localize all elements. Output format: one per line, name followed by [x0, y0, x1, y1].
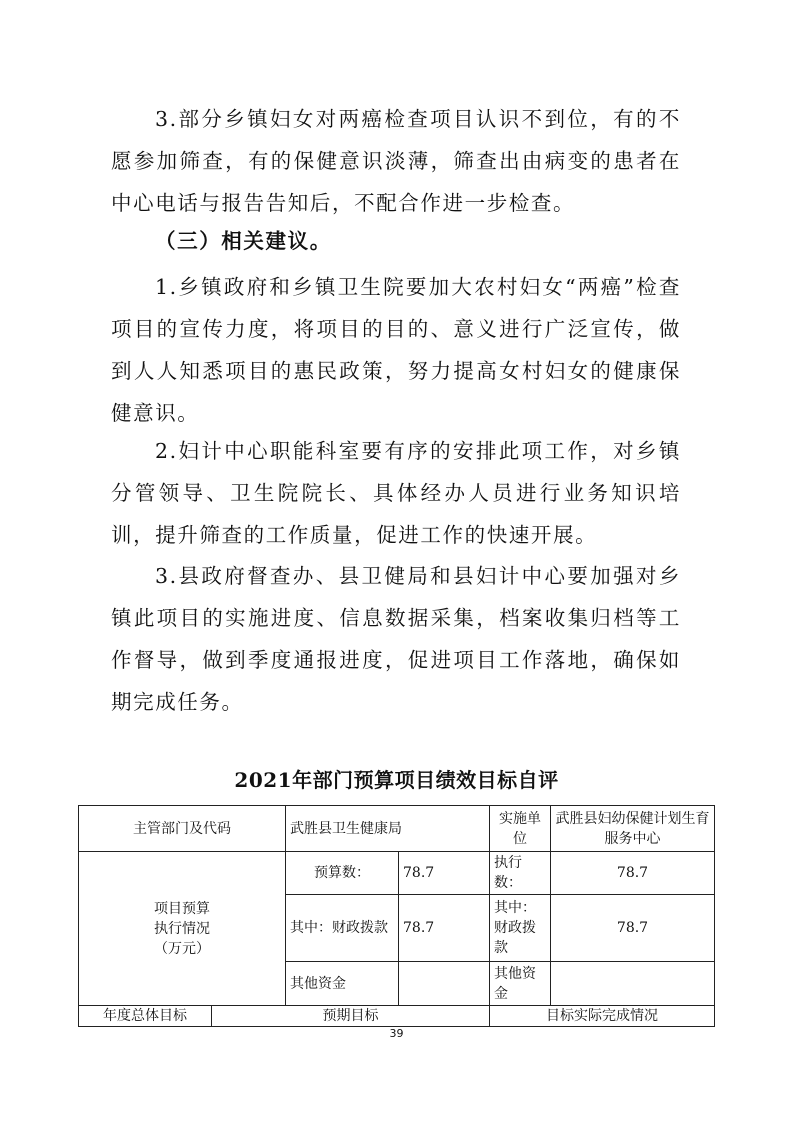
- annual-goal-label-cell: 年度总体目标: [79, 1006, 212, 1027]
- paragraph-suggestion-2: 2.妇计中心职能科室要有序的安排此项工作，对乡镇分管领导、卫生院院长、具体经办人员进行业务知识培训，提升筛查的工作质量，促进工作的快速开展。: [111, 439, 681, 547]
- paragraph-suggestion-3: 3.县政府督查办、县卫健局和县妇计中心要加强对乡镇此项目的实施进度、信息数据采集，档案收集归档等工作督导，做到季度通报进度，促进项目工作落地，确保如期完成任务。: [111, 564, 681, 714]
- expected-goal-label-cell: 预期目标: [212, 1006, 490, 1027]
- actual-label-cell: 目标实际完成情况: [490, 1006, 715, 1027]
- page-number: 39: [389, 1027, 404, 1040]
- dept-value-cell: 武胜县卫生健康局: [286, 806, 490, 852]
- fiscal-exec-value-cell: 78.7: [551, 895, 715, 962]
- fiscal-exec-label-cell: 其中：财政拨款: [490, 895, 551, 962]
- other-label-cell: 其他资金: [286, 962, 399, 1006]
- fiscal-label-cell: 其中：财政拨款: [286, 895, 399, 962]
- budget-num-label-cell: 预算数：: [286, 852, 399, 895]
- exec-num-value-cell: 78.7: [551, 852, 715, 895]
- dept-label-cell: 主管部门及代码: [79, 806, 286, 852]
- table-title: 2021年部门预算项目绩效目标自评: [234, 768, 559, 792]
- fiscal-value-cell: 78.7: [399, 895, 490, 962]
- section-heading-suggestions: （三）相关建议。: [155, 229, 332, 253]
- budget-label-line-3: （万元）: [154, 940, 210, 957]
- exec-num-label-cell: 执行数：: [490, 852, 551, 895]
- table-row: [79, 806, 715, 852]
- paragraph-issue-3: 3.部分乡镇妇女对两癌检查项目认识不到位，有的不愿参加筛查，有的保健意识淡薄，筛查出由病变的患者在中心电话与报告告知后，不配合作进一步检查。: [111, 107, 681, 215]
- paragraph-suggestion-1: 1.乡镇政府和乡镇卫生院要加大农村妇女“两癌”检查项目的宣传力度，将项目的目的、意义进行广泛宣传，做到人人知悉项目的惠民政策，努力提高女村妇女的健康保健意识。: [111, 275, 681, 425]
- performance-table: [78, 805, 715, 1027]
- other-exec-value-cell: [551, 962, 715, 1006]
- budget-num-value-cell: 78.7: [399, 852, 490, 895]
- budget-label-line-1: 项目预算: [154, 900, 210, 917]
- budget-label-line-2: 执行情况: [154, 920, 210, 937]
- other-value-cell: [399, 962, 490, 1006]
- other-exec-label-cell: 其他资金: [490, 962, 551, 1006]
- impl-label-cell: 实施单位: [490, 806, 551, 852]
- impl-value-cell: 武胜县妇幼保健计划生育服务中心: [551, 806, 715, 852]
- budget-label-cell: [79, 852, 286, 1006]
- table-row: [79, 852, 715, 895]
- table-row: [79, 1006, 715, 1027]
